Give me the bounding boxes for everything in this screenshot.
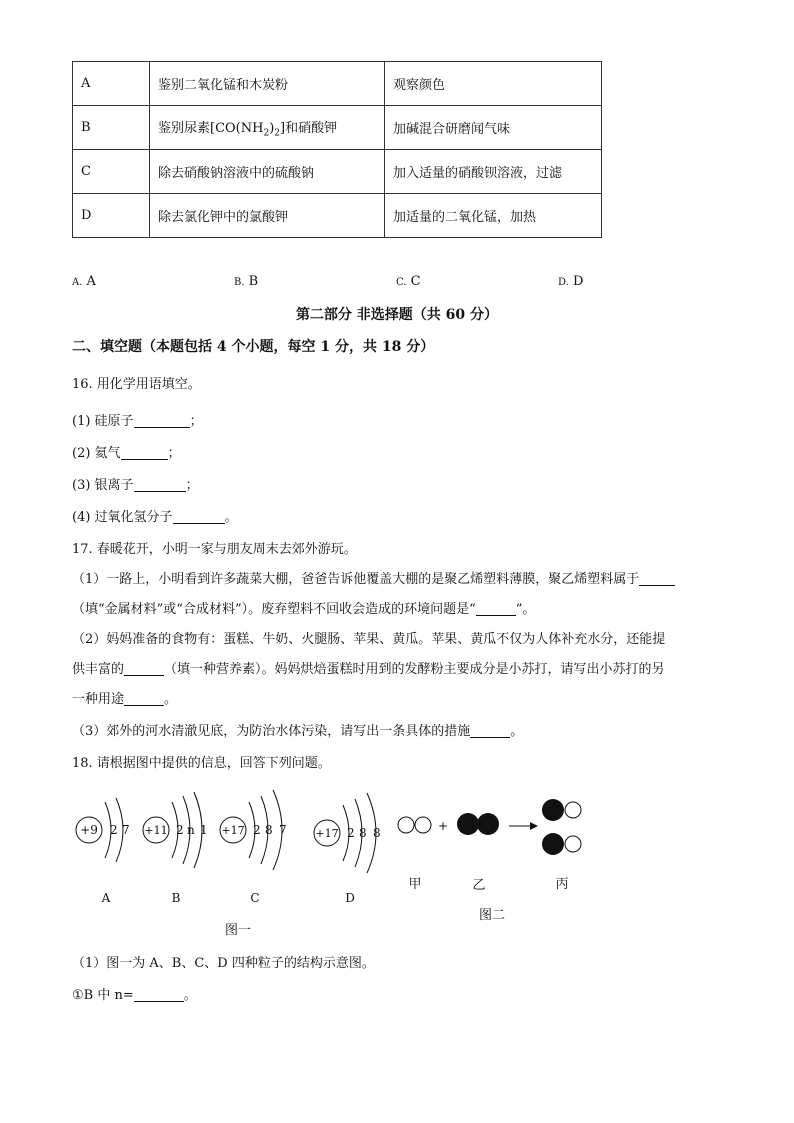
reactant-label-jia: 甲 bbox=[408, 877, 422, 892]
q17-line bbox=[72, 688, 177, 707]
row-label: B bbox=[73, 106, 150, 150]
q17-line bbox=[72, 568, 675, 587]
q17-line bbox=[72, 598, 535, 617]
item-punct: ； bbox=[189, 414, 203, 429]
q16-item bbox=[72, 442, 181, 461]
figure-1-caption: 图一 bbox=[224, 923, 252, 938]
atom-d-diagram bbox=[314, 793, 381, 905]
shell-electrons: 8 bbox=[265, 823, 273, 837]
figure-atoms-and-reaction bbox=[72, 788, 632, 948]
row-method: 观察颜色 bbox=[385, 62, 602, 106]
line-text: ”。 bbox=[515, 602, 536, 617]
choice-b[interactable] bbox=[234, 274, 258, 289]
answer-blank[interactable] bbox=[173, 509, 225, 524]
row-method: 加入适量的硝酸钡溶液，过滤 bbox=[385, 150, 602, 194]
row-purpose: 鉴别二氧化锰和木炭粉 bbox=[150, 62, 385, 106]
choice-text: D bbox=[572, 274, 584, 289]
nucleus-charge: +9 bbox=[80, 823, 98, 837]
shell-electrons: 1 bbox=[200, 823, 208, 837]
line-text: 。 bbox=[164, 692, 178, 707]
item-punct: ； bbox=[167, 446, 181, 461]
white-atom bbox=[565, 802, 581, 818]
shell-electrons: 2 bbox=[176, 823, 184, 837]
row-purpose bbox=[150, 106, 385, 150]
answer-blank[interactable] bbox=[470, 723, 510, 738]
reactant-label-yi: 乙 bbox=[472, 878, 486, 893]
row-purpose: 除去硝酸钠溶液中的硫酸钠 bbox=[150, 150, 385, 194]
line-text: 。 bbox=[510, 724, 524, 739]
row-label: A bbox=[73, 62, 150, 106]
atom-label: B bbox=[171, 891, 181, 905]
black-atom bbox=[542, 833, 564, 855]
item-text: (1) 硅原子 bbox=[72, 414, 134, 429]
atom-a-diagram bbox=[76, 798, 130, 905]
line-text: （填“金属材料”或“合成材料”）。废弃塑料不回收会造成的环境问题是“ bbox=[72, 602, 476, 617]
black-atom bbox=[457, 813, 479, 835]
figure-2-caption: 图二 bbox=[478, 908, 506, 923]
nucleus-charge: +17 bbox=[221, 824, 245, 837]
answer-choices bbox=[72, 274, 632, 294]
product-label-bing: 丙 bbox=[555, 877, 569, 892]
nucleus-charge: +17 bbox=[315, 827, 339, 840]
arrow-head bbox=[530, 822, 538, 830]
choice-key: B. bbox=[234, 277, 245, 288]
atom-label: D bbox=[345, 891, 355, 905]
choice-text: A bbox=[86, 274, 96, 289]
line-text: 。 bbox=[183, 988, 197, 1003]
purpose-text: ]和硝酸钾 bbox=[280, 120, 338, 136]
choice-key: D. bbox=[558, 277, 569, 288]
q18-stem: 18. 请根据图中提供的信息，回答下列问题。 bbox=[72, 756, 331, 771]
subscript: 2 bbox=[263, 128, 270, 139]
choice-key: A. bbox=[72, 277, 83, 288]
atom-label: A bbox=[101, 891, 111, 905]
shell-electrons: 8 bbox=[359, 826, 367, 840]
reaction-diagram bbox=[398, 799, 581, 923]
white-atom bbox=[415, 817, 431, 833]
white-atom bbox=[398, 817, 414, 833]
answer-blank[interactable] bbox=[124, 661, 164, 676]
plus-sign: + bbox=[437, 819, 449, 833]
q16-item bbox=[72, 474, 199, 493]
purpose-text: ) bbox=[269, 120, 275, 136]
q16-item bbox=[72, 410, 203, 429]
line-text: ①B 中 n= bbox=[72, 988, 134, 1003]
item-punct: 。 bbox=[224, 510, 238, 525]
answer-blank[interactable] bbox=[124, 691, 164, 706]
choice-text: C bbox=[410, 274, 421, 289]
choice-d[interactable] bbox=[558, 274, 583, 289]
answer-blank[interactable] bbox=[639, 571, 675, 586]
section-title: 第二部分 非选择题（共 60 分） bbox=[295, 307, 499, 323]
table-row bbox=[73, 194, 602, 238]
line-text: 一种用途 bbox=[72, 692, 125, 707]
white-atom bbox=[565, 836, 581, 852]
shell-electrons: n bbox=[187, 823, 195, 837]
table-row bbox=[73, 150, 602, 194]
answer-blank[interactable] bbox=[121, 445, 168, 460]
table-row bbox=[73, 106, 602, 150]
shell-electrons: 7 bbox=[122, 823, 130, 837]
row-label: C bbox=[73, 150, 150, 194]
atom-b-diagram bbox=[143, 792, 208, 905]
shell-electrons: 2 bbox=[110, 823, 118, 837]
row-method: 加碱混合研磨闻气味 bbox=[385, 106, 602, 150]
q16-stem: 16. 用化学用语填空。 bbox=[72, 377, 201, 392]
item-text: (4) 过氧化氢分子 bbox=[72, 510, 173, 525]
row-purpose: 除去氯化钾中的氯酸钾 bbox=[150, 194, 385, 238]
answer-blank[interactable] bbox=[134, 413, 190, 428]
q17-line bbox=[72, 658, 665, 677]
atom-c-diagram bbox=[220, 790, 287, 905]
answer-blank[interactable] bbox=[134, 987, 184, 1002]
line-text: （3）郊外的河水清澈见底，为防治水体污染，请写出一条具体的措施 bbox=[72, 724, 471, 739]
options-table bbox=[72, 61, 602, 238]
line-text: （填一种营养素）。妈妈烘焙蛋糕时用到的发酵粉主要成分是小苏打，请写出小苏打的另 bbox=[164, 662, 665, 677]
black-atom bbox=[542, 799, 564, 821]
item-text: (2) 氦气 bbox=[72, 446, 121, 461]
q16-item bbox=[72, 506, 238, 525]
choice-c[interactable] bbox=[396, 274, 421, 289]
choice-key: C. bbox=[396, 277, 407, 288]
row-label: D bbox=[73, 194, 150, 238]
subsection-title: 二、填空题（本题包括 4 个小题，每空 1 分，共 18 分） bbox=[72, 339, 435, 355]
shell-electrons: 8 bbox=[373, 826, 381, 840]
shell-electrons: 2 bbox=[253, 823, 261, 837]
row-method: 加适量的二氧化锰，加热 bbox=[385, 194, 602, 238]
subscript: 2 bbox=[274, 128, 281, 139]
table-row bbox=[73, 62, 602, 106]
answer-blank[interactable] bbox=[134, 477, 186, 492]
purpose-text: 鉴别尿素[CO(NH bbox=[158, 120, 264, 136]
item-punct: ； bbox=[185, 478, 199, 493]
line-text: 供丰富的 bbox=[72, 662, 125, 677]
q17-stem: 17. 春暖花开，小明一家与朋友周末去郊外游玩。 bbox=[72, 542, 357, 557]
shell-electrons: 7 bbox=[279, 823, 287, 837]
q17-line: （2）妈妈准备的食物有：蛋糕、牛奶、火腿肠、苹果、黄瓜。苹果、黄瓜不仅为人体补充水分，还能提 bbox=[72, 632, 666, 647]
choice-a[interactable] bbox=[72, 274, 96, 289]
item-text: (3) 银离子 bbox=[72, 478, 134, 493]
answer-blank[interactable] bbox=[476, 601, 516, 616]
line-text: （1）一路上，小明看到许多蔬菜大棚，爸爸告诉他覆盖大棚的是聚乙烯塑料薄膜，聚乙烯塑料属于 bbox=[72, 572, 640, 587]
atom-label: C bbox=[250, 891, 260, 905]
q18-sub1: （1）图一为 A、B、C、D 四种粒子的结构示意图。 bbox=[72, 956, 375, 971]
choice-text: B bbox=[248, 274, 259, 289]
black-atom bbox=[477, 813, 499, 835]
nucleus-charge: +11 bbox=[144, 824, 168, 837]
q17-line bbox=[72, 720, 523, 739]
shell-electrons: 2 bbox=[347, 826, 355, 840]
q18-sub1a bbox=[72, 984, 197, 1003]
